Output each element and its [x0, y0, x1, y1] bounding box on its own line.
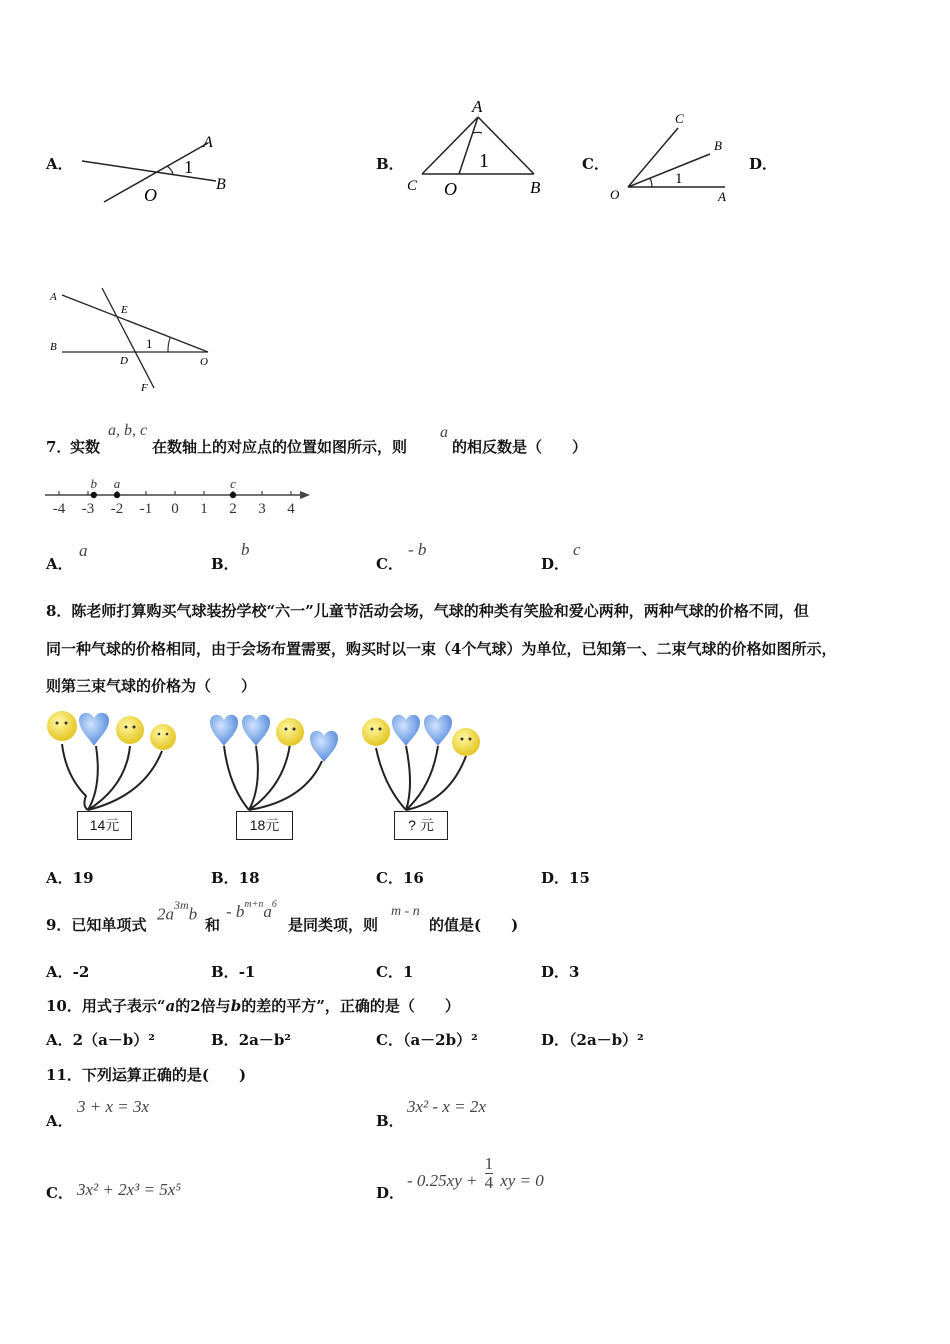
line-ob — [82, 161, 216, 181]
q8-option-a — [46, 867, 94, 888]
q9-and: 和 — [205, 916, 221, 934]
q9-m2-head: - b — [226, 902, 245, 921]
point-label-c: c — [230, 476, 236, 491]
q11-option-d-label: D． — [376, 1184, 405, 1202]
smiley-balloon — [116, 716, 144, 744]
axis-tick-label: -1 — [139, 501, 153, 517]
q11-d-denominator: 4 — [484, 1173, 494, 1192]
q11-option-c-label: C． — [46, 1184, 73, 1202]
line-ao — [459, 117, 478, 174]
heart-balloon — [424, 715, 452, 746]
q10-option-b-value: 2a－b² — [238, 1031, 291, 1049]
axis-tick-label: -3 — [81, 501, 95, 517]
q9-option-a-value: -2 — [72, 963, 90, 981]
q6-option-b-label: B． — [376, 155, 404, 173]
q9-option-b-value: -1 — [238, 963, 256, 981]
q9-stem-post: 的值是( ) — [429, 916, 519, 934]
angle-arc — [650, 178, 652, 187]
axis-tick-label: 1 — [200, 501, 208, 517]
q9-m1-tail: b — [188, 904, 198, 924]
line-ob — [628, 154, 710, 187]
q10-option-c-label: C． — [376, 1031, 403, 1049]
q10-option-a-label: A． — [46, 1031, 73, 1049]
q11-option-b-value: 3x² - x = 2x — [407, 1097, 486, 1116]
q9-monomial-1 — [157, 898, 198, 924]
q8-option-a-label: A． — [46, 869, 73, 887]
q8-option-d-value: 15 — [569, 869, 590, 887]
label-e: E — [121, 304, 128, 316]
q10-option-c — [376, 1029, 478, 1050]
q8-stem-line2: 同一种气球的价格相同，由于会场布置需要，购买时以一束（4个气球）为单位，已知第一、二束气球的价格如图所示， — [46, 640, 837, 658]
q9-monomial-2 — [226, 898, 277, 922]
q8-option-b-label: B． — [211, 869, 239, 887]
q6-figure-d — [40, 280, 220, 400]
q9-option-c — [376, 961, 413, 982]
angle-label-1: 1 — [184, 157, 193, 177]
q9-option-a — [46, 961, 89, 982]
label-o: O — [610, 187, 620, 202]
price-tag-2: 18元 — [236, 811, 293, 840]
q9-option-b — [211, 961, 255, 982]
axis-tick-label: -4 — [52, 501, 66, 517]
q10-option-a — [46, 1029, 155, 1050]
q10-stem-post: 的差的平方”，正确的是（ ） — [241, 997, 460, 1015]
label-b: B — [714, 138, 722, 153]
q11-option-d-value — [407, 1155, 544, 1192]
point-b — [91, 492, 97, 498]
axis-tick-label: -2 — [110, 501, 124, 517]
price-tag-3: ? 元 — [394, 811, 448, 840]
q10-stem-mid: 的2倍与 — [175, 997, 231, 1015]
q7-option-b-label: B． — [211, 555, 239, 573]
q8-stem-line1: 8．陈老师打算购买气球装扮学校“六一”儿童节活动会场，气球的种类有笑脸和爱心两种，两种气球的价格不同，但 — [46, 602, 809, 620]
q10-var-b: b — [230, 997, 242, 1015]
point-a — [114, 492, 120, 498]
q8-option-a-value: 19 — [72, 869, 94, 887]
q10-option-b-label: B． — [211, 1031, 239, 1049]
line-ca — [422, 117, 478, 174]
q7-option-a-label: A． — [46, 555, 73, 573]
q9-option-d-value: 3 — [569, 963, 580, 981]
label-b: B — [50, 341, 57, 353]
line-oc — [628, 128, 678, 187]
axis-tick-label: 3 — [258, 501, 266, 517]
heart-balloon — [79, 713, 109, 746]
label-o: O — [444, 179, 457, 199]
label-d: D — [120, 355, 128, 367]
q7-option-d-label: D． — [541, 555, 570, 573]
q8-option-d-label: D． — [541, 869, 570, 887]
q8-option-d — [541, 867, 590, 888]
q7-number: 7． — [46, 438, 72, 456]
q11-stem: 11．下列运算正确的是( ) — [46, 1066, 247, 1084]
q10-option-d-value: （2a－b）² — [569, 1031, 644, 1049]
q11-option-a-label: A． — [46, 1112, 73, 1130]
q9-m2-exp1: m+n — [244, 898, 264, 910]
point-label-a: a — [113, 476, 121, 491]
label-b: B — [216, 176, 226, 193]
label-c: C — [675, 111, 684, 126]
angle-arc — [167, 166, 173, 174]
q7-stem-pre: 实数 — [70, 438, 101, 456]
label-a: A — [718, 189, 726, 204]
angle-label-1: 1 — [479, 150, 489, 172]
smiley-balloon — [276, 718, 304, 746]
q9-m1-exp: 3m — [174, 898, 189, 912]
q8-option-b-value: 18 — [238, 869, 260, 887]
q9-option-b-label: B． — [211, 963, 239, 981]
q10-option-d-label: D． — [541, 1031, 570, 1049]
point-c — [230, 492, 236, 498]
q11-d-pre: - 0.25xy + — [407, 1171, 478, 1190]
heart-balloon — [310, 731, 338, 762]
q7-option-c-value: - b — [408, 540, 427, 559]
q10-option-d — [541, 1029, 644, 1050]
q10-stem-pre: 10．用式子表示“ — [46, 997, 166, 1015]
q9-stem-pre: 9．已知单项式 — [46, 916, 147, 934]
q6-figure-a — [70, 125, 240, 215]
label-f: F — [141, 382, 148, 394]
q9-option-c-label: C． — [376, 963, 403, 981]
q9-stem-mid: 是同类项，则 — [288, 916, 379, 934]
q7-stem-mid: 在数轴上的对应点的位置如图所示，则 — [152, 438, 408, 456]
axis-tick-label: 2 — [229, 501, 237, 517]
q11-d-fraction — [485, 1155, 494, 1192]
balloon-bunch-1 — [47, 711, 176, 810]
q7-number-line — [40, 470, 320, 520]
label-o: O — [200, 356, 208, 368]
balloon-bunch-2 — [210, 715, 338, 810]
angle-arc — [473, 132, 482, 133]
angle-label-1: 1 — [146, 336, 153, 351]
q8-option-b — [211, 867, 260, 888]
balloon-bunch-3 — [362, 715, 480, 810]
heart-balloon — [392, 715, 420, 746]
price-tag-1: 14元 — [77, 811, 132, 840]
q7-stem-post: 的相反数是（ ） — [452, 438, 588, 456]
q8-option-c-value: 16 — [402, 869, 424, 887]
label-o: O — [144, 185, 157, 205]
heart-balloon — [242, 715, 270, 746]
q10-option-c-value: （a－2b）² — [402, 1031, 478, 1049]
q6-option-d-label: D． — [749, 155, 778, 173]
q9-option-d — [541, 961, 579, 982]
q11-option-c-value: 3x² + 2x³ = 5x⁵ — [77, 1180, 182, 1199]
label-a: A — [203, 134, 213, 151]
q10-option-b — [211, 1029, 291, 1050]
q10-stem — [46, 995, 460, 1016]
angle-arc — [168, 338, 170, 352]
q7-option-a-value: a — [79, 541, 88, 560]
q6-option-c-label: C． — [582, 155, 609, 173]
line-ao — [62, 295, 208, 352]
q9-m1-coef: 2a — [157, 904, 174, 924]
q7-var-a: a — [440, 424, 448, 441]
q9-option-c-value: 1 — [402, 963, 414, 981]
smiley-balloon — [362, 718, 390, 746]
q11-option-b-label: B． — [376, 1112, 404, 1130]
q7-option-d-value: c — [573, 540, 581, 559]
q9-m2-exp2: 6 — [271, 898, 277, 910]
label-a: A — [472, 97, 483, 116]
q11-option-a-value: 3 + x = 3x — [77, 1097, 150, 1116]
label-a: A — [50, 291, 57, 303]
q9-option-a-label: A． — [46, 963, 73, 981]
q8-option-c-label: C． — [376, 869, 403, 887]
q6-figure-c — [600, 105, 750, 210]
q6-option-a-label: A． — [46, 155, 73, 173]
q7-option-b-value: b — [241, 540, 250, 559]
axis-tick-label: 0 — [171, 501, 179, 517]
q6-figure-b — [400, 95, 560, 205]
smiley-balloon — [47, 711, 77, 741]
label-c: C — [407, 178, 418, 194]
q11-d-numerator: 1 — [484, 1154, 494, 1173]
q7-option-c-label: C． — [376, 555, 403, 573]
point-label-b: b — [90, 476, 98, 491]
q9-option-d-label: D． — [541, 963, 570, 981]
angle-label-1: 1 — [675, 171, 683, 187]
q9-expr: m - n — [391, 904, 420, 919]
smiley-balloon — [452, 728, 480, 756]
q8-option-c — [376, 867, 424, 888]
heart-balloon — [210, 715, 238, 746]
q8-stem-line3: 则第三束气球的价格为（ ） — [46, 677, 257, 695]
smiley-balloon — [150, 724, 176, 750]
axis-tick-label: 4 — [287, 501, 295, 517]
q10-option-a-value: 2（a－b）² — [72, 1031, 155, 1049]
q11-d-post: xy = 0 — [500, 1171, 544, 1190]
q7-vars: a, b, c — [108, 422, 148, 439]
q10-var-a: a — [165, 997, 176, 1015]
label-b: B — [530, 178, 541, 197]
q9-m2-mid: a — [263, 902, 272, 921]
axis-arrow — [300, 491, 310, 499]
